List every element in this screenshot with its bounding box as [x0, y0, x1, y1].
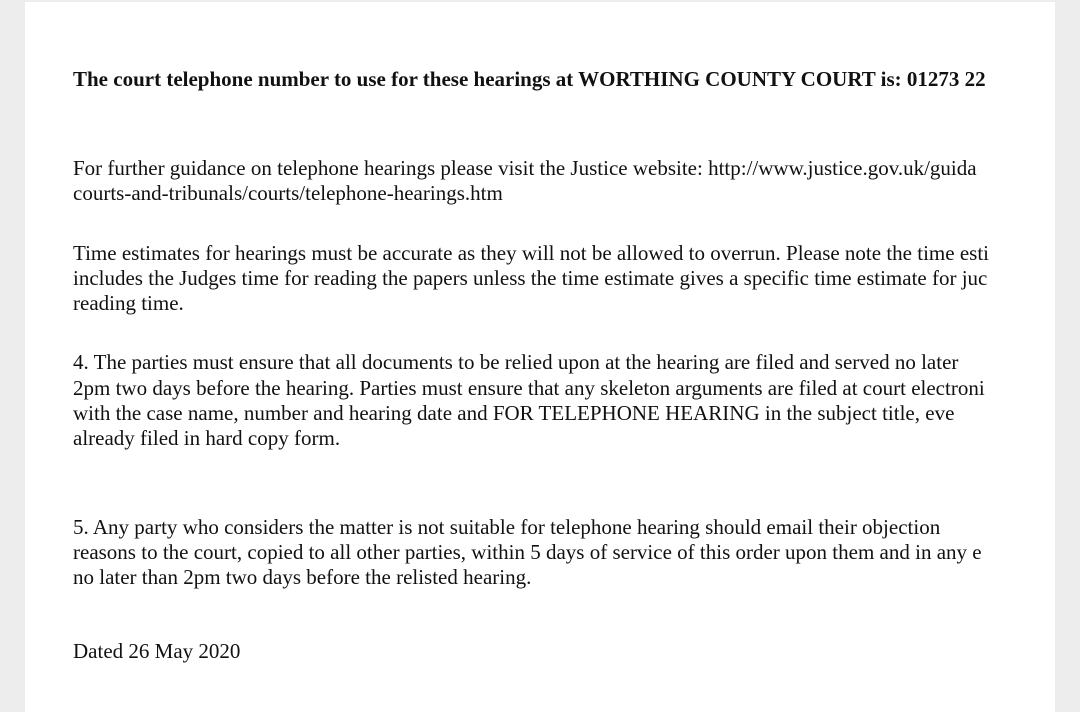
time-estimate-line-2: includes the Judges time for reading the papers unless the time estimate gives a specific time estimate for juc	[73, 266, 988, 290]
document-page	[25, 2, 1055, 712]
right-margin	[1055, 0, 1080, 712]
court-phone-line: The court telephone number to use for these hearings at WORTHING COUNTY COURT is: 01273 22	[73, 67, 986, 91]
paragraph-5-line-1: 5. Any party who considers the matter is not suitable for telephone hearing should email their objection	[73, 515, 941, 539]
time-estimate-line-1: Time estimates for hearings must be accurate as they will not be allowed to overrun. Please note the time esti	[73, 241, 989, 265]
paragraph-5-line-2: reasons to the court, copied to all other parties, within 5 days of service of this order upon them and in any e	[73, 540, 982, 564]
paragraph-4-line-2: 2pm two days before the hearing. Parties must ensure that any skeleton arguments are filed at court electroni	[73, 376, 985, 400]
time-estimate-line-3: reading time.	[73, 291, 184, 315]
paragraph-5-line-3: no later than 2pm two days before the relisted hearing.	[73, 565, 532, 589]
paragraph-4-line-4: already filed in hard copy form.	[73, 426, 341, 450]
paragraph-4-line-3: with the case name, number and hearing date and FOR TELEPHONE HEARING in the subject title, eve	[73, 401, 955, 425]
guidance-line-2: courts-and-tribunals/courts/telephone-hearings.htm	[73, 181, 503, 205]
dated-line: Dated 26 May 2020	[73, 639, 241, 663]
paragraph-4-line-1: 4. The parties must ensure that all documents to be relied upon at the hearing are filed and served no later	[73, 350, 959, 374]
guidance-line-1: For further guidance on telephone hearings please visit the Justice website: http://www.justice.gov.uk/guida	[73, 156, 977, 180]
